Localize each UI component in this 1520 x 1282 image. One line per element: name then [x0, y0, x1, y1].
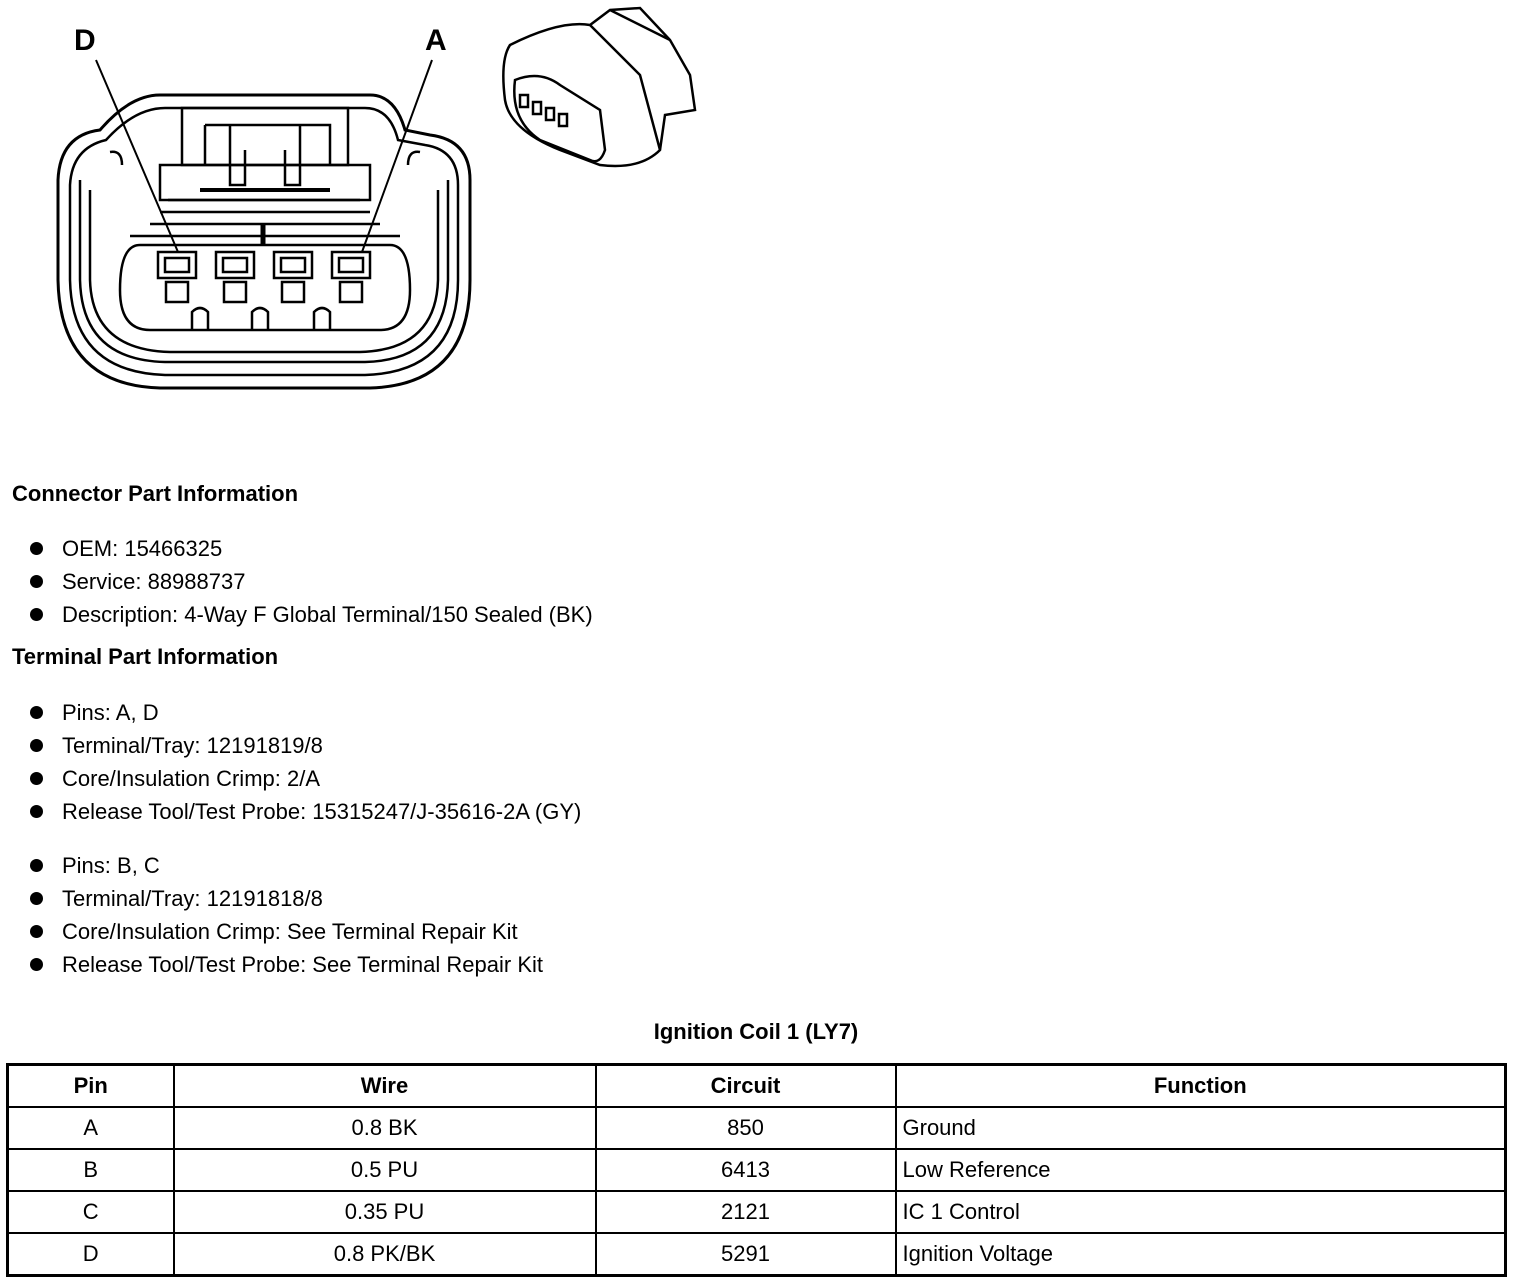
terminal-group-1 [30, 696, 581, 828]
cell-wire: 0.5 PU [174, 1149, 596, 1191]
cell-pin: A [8, 1107, 174, 1149]
list-item: Pins: A, D [30, 696, 581, 729]
list-item: Terminal/Tray: 12191818/8 [30, 882, 543, 915]
list-item: Terminal/Tray: 12191819/8 [30, 729, 581, 762]
table-row [8, 1233, 1506, 1276]
list-item: Core/Insulation Crimp: See Terminal Repair Kit [30, 915, 543, 948]
header-circuit: Circuit [596, 1065, 896, 1108]
cell-pin: D [8, 1233, 174, 1276]
table-row [8, 1107, 1506, 1149]
bullet-icon [30, 805, 43, 818]
terminal-group-2 [30, 849, 543, 981]
cell-circuit: 850 [596, 1107, 896, 1149]
cell-function: Ground [896, 1107, 1506, 1149]
bullet-icon [30, 575, 43, 588]
cell-circuit: 5291 [596, 1233, 896, 1276]
list-item: OEM: 15466325 [30, 532, 593, 565]
cell-function: Low Reference [896, 1149, 1506, 1191]
bullet-icon [30, 859, 43, 872]
cell-pin: C [8, 1191, 174, 1233]
list-item: Description: 4-Way F Global Terminal/150 Sealed (BK) [30, 598, 593, 631]
list-item: Release Tool/Test Probe: 15315247/J-35616-2A (GY) [30, 795, 581, 828]
cell-wire: 0.8 BK [174, 1107, 596, 1149]
cell-wire: 0.35 PU [174, 1191, 596, 1233]
cell-function: IC 1 Control [896, 1191, 1506, 1233]
cell-circuit: 6413 [596, 1149, 896, 1191]
terminal-cavities [158, 252, 370, 302]
terminal-part-heading: Terminal Part Information [12, 644, 279, 669]
table-header-row [8, 1065, 1506, 1108]
list-item: Release Tool/Test Probe: See Terminal Repair Kit [30, 948, 543, 981]
pinout-table [6, 1063, 1507, 1277]
bullet-icon [30, 542, 43, 555]
connector-part-heading: Connector Part Information [12, 481, 299, 506]
table-row [8, 1149, 1506, 1191]
pin-label-d: D [74, 24, 96, 57]
header-function: Function [896, 1065, 1506, 1108]
cell-function: Ignition Voltage [896, 1233, 1506, 1276]
list-item: Core/Insulation Crimp: 2/A [30, 762, 581, 795]
bullet-icon [30, 739, 43, 752]
connector-part-list [30, 532, 593, 631]
connector-diagram [0, 0, 720, 410]
bullet-icon [30, 706, 43, 719]
bullet-icon [30, 608, 43, 621]
cell-pin: B [8, 1149, 174, 1191]
connector-face-view [58, 60, 470, 388]
table-title: Ignition Coil 1 (LY7) [653, 1019, 859, 1044]
connector-perspective-view [503, 8, 695, 166]
bullet-icon [30, 892, 43, 905]
cell-circuit: 2121 [596, 1191, 896, 1233]
bullet-icon [30, 925, 43, 938]
header-wire: Wire [174, 1065, 596, 1108]
bullet-icon [30, 958, 43, 971]
cell-wire: 0.8 PK/BK [174, 1233, 596, 1276]
header-pin: Pin [8, 1065, 174, 1108]
pin-label-a: A [425, 24, 447, 57]
list-item: Service: 88988737 [30, 565, 593, 598]
bullet-icon [30, 772, 43, 785]
table-row [8, 1191, 1506, 1233]
list-item: Pins: B, C [30, 849, 543, 882]
